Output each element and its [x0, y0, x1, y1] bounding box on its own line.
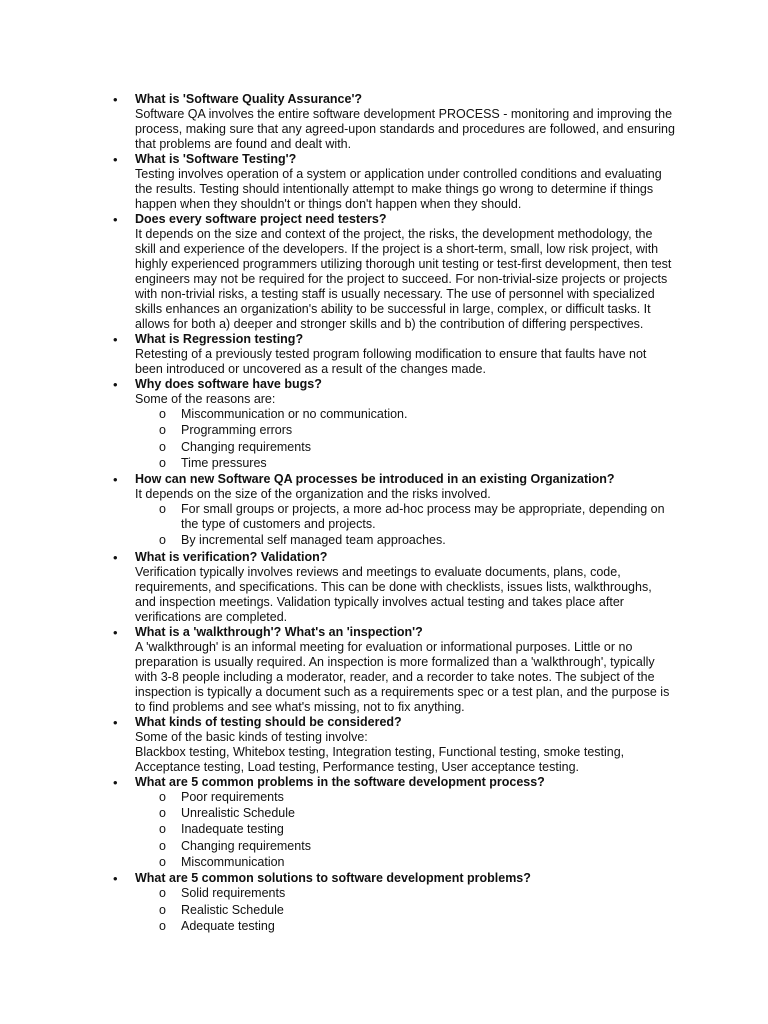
sub-bullet-icon: o: [159, 902, 166, 917]
answer-line: allows for both a) deeper and stronger skills and b) the contribution of differing perspectives.: [135, 317, 644, 331]
faq-answer: [135, 167, 680, 212]
sub-bullet-icon: o: [159, 407, 166, 421]
faq-question: What is Regression testing?: [135, 332, 304, 346]
faq-question: What are 5 common problems in the software development process?: [135, 774, 545, 789]
faq-answer: [135, 730, 680, 775]
sub-bullet-icon: o: [159, 455, 166, 470]
sub-item-text: Miscommunication: [181, 854, 285, 869]
answer-line: requirements, and specifications. This can be done with checklists, issues lists, walkthroughs,: [135, 579, 652, 594]
sub-item-text: By incremental self managed team approaches.: [181, 533, 446, 548]
sub-list-item: [159, 838, 680, 854]
sub-bullet-icon: o: [159, 502, 166, 517]
faq-question: What is 'Software Testing'?: [135, 152, 297, 166]
sub-item-text: Unrealistic Schedule: [181, 806, 295, 821]
sub-bullet-icon: o: [159, 854, 166, 869]
sub-item-text: Realistic Schedule: [181, 902, 284, 917]
sub-list: [135, 886, 680, 934]
faq-item: [113, 624, 680, 715]
answer-line: with non-trivial risks, a testing staff is usually necessary. The use of personnel with specialized: [135, 287, 655, 301]
faq-question: What is 'Software Quality Assurance'?: [135, 92, 363, 106]
sub-item-text: the type of customers and projects.: [181, 517, 376, 532]
sub-item-text: For small groups or projects, a more ad-hoc process may be appropriate, depending on: [181, 502, 665, 517]
answer-line: the results. Testing should intentionally attempt to make things go wrong to determine if things: [135, 182, 654, 196]
answer-line: Acceptance testing, Load testing, Performance testing, User acceptance testing.: [135, 759, 580, 774]
bullet-icon: •: [113, 714, 118, 730]
faq-item: [113, 871, 680, 934]
answer-line: verifications are completed.: [135, 609, 288, 624]
bullet-icon: •: [113, 377, 118, 392]
faq-answer: [135, 347, 680, 377]
sub-bullet-icon: o: [159, 439, 166, 454]
answer-line: engineers may not be required for the project to succeed. For non-trivial-size projects or projects: [135, 272, 668, 286]
faq-list: [113, 92, 680, 935]
sub-list-item: [159, 918, 680, 934]
answer-line: with 3-8 people including a moderator, reader, and a recorder to take notes. The subject of the: [135, 669, 655, 684]
faq-question: What is verification? Validation?: [135, 549, 328, 564]
faq-answer: [135, 227, 680, 332]
answer-line: process, making sure that any agreed-upon standards and procedures are followed, and ensuring: [135, 122, 675, 136]
faq-question: What kinds of testing should be considered?: [135, 714, 402, 729]
faq-answer: [135, 107, 680, 152]
answer-line: inspection is typically a document such as a requirements spec or a test plan, and the purpose is: [135, 684, 670, 699]
answer-line: preparation is usually required. An inspection is more formalized than a 'walkthrough', typically: [135, 654, 655, 669]
faq-item: [113, 332, 680, 377]
bullet-icon: •: [113, 871, 118, 887]
sub-item-text: Miscommunication or no communication.: [181, 407, 408, 421]
faq-item: [113, 212, 680, 332]
sub-bullet-icon: o: [159, 886, 166, 901]
sub-list: [135, 407, 680, 471]
sub-list-item: [159, 423, 680, 438]
sub-item-text: Time pressures: [181, 455, 267, 470]
faq-question: Does every software project need testers?: [135, 212, 387, 226]
answer-line: that problems are found and dealt with.: [135, 137, 352, 151]
answer-line: Testing involves operation of a system or application under controlled conditions and evaluating: [135, 167, 662, 181]
sub-item-text: Changing requirements: [181, 838, 311, 853]
faq-answer: [135, 392, 680, 407]
sub-list-item: [159, 789, 680, 805]
sub-list-item: [159, 902, 680, 918]
faq-question: What are 5 common solutions to software development problems?: [135, 871, 531, 886]
answer-line: A 'walkthrough' is an informal meeting for evaluation or informational purposes. Little or no: [135, 639, 633, 654]
sub-bullet-icon: o: [159, 822, 166, 837]
answer-line: Verification typically involves reviews and meetings to evaluate documents, plans, code,: [135, 564, 621, 579]
faq-item: [113, 714, 680, 775]
bullet-icon: •: [113, 332, 118, 347]
sub-bullet-icon: o: [159, 918, 166, 933]
sub-bullet-icon: o: [159, 533, 166, 548]
sub-list: [135, 502, 680, 548]
sub-item-text: Poor requirements: [181, 789, 284, 804]
bullet-icon: •: [113, 92, 118, 107]
answer-line: happen when they shouldn't or things don't happen when they should.: [135, 197, 522, 211]
faq-item: [113, 377, 680, 471]
answer-line: Retesting of a previously tested program following modification to ensure that faults have not: [135, 347, 647, 361]
sub-bullet-icon: o: [159, 789, 166, 804]
answer-line: skills enhances an organization's ability to be successful in large, complex, or difficult tasks. It: [135, 302, 651, 316]
faq-item: [113, 774, 680, 870]
sub-item-text: Adequate testing: [181, 918, 275, 933]
bullet-icon: •: [113, 152, 118, 167]
bullet-icon: •: [113, 624, 118, 640]
bullet-icon: •: [113, 472, 118, 488]
sub-list-item: [159, 455, 680, 471]
sub-list-item: [159, 822, 680, 837]
answer-line: been introduced or uncovered as a result of the changes made.: [135, 362, 486, 376]
answer-line: Software QA involves the entire software development PROCESS - monitoring and improving the: [135, 107, 673, 121]
sub-bullet-icon: o: [159, 806, 166, 821]
sub-item-text: Programming errors: [181, 423, 293, 438]
answer-line: highly experienced programmers utilizing thorough unit testing or test-first development, then test: [135, 257, 672, 271]
sub-list-item: [159, 439, 680, 455]
bullet-icon: •: [113, 774, 118, 790]
answer-line: to find problems and see what's missing, not to fix anything.: [135, 699, 465, 714]
sub-list: [135, 790, 680, 870]
faq-question: Why does software have bugs?: [135, 377, 322, 391]
answer-line: It depends on the size of the organization and the risks involved.: [135, 487, 491, 502]
sub-list-item: [159, 502, 680, 532]
faq-item: [113, 92, 680, 152]
faq-answer: [135, 487, 680, 502]
faq-item: [113, 549, 680, 625]
sub-list-item: [159, 854, 680, 870]
answer-line: Some of the reasons are:: [135, 392, 276, 406]
answer-line: It depends on the size and context of the project, the risks, the development methodology, the: [135, 227, 653, 241]
sub-item-text: Solid requirements: [181, 886, 286, 901]
sub-item-text: Changing requirements: [181, 439, 311, 454]
sub-bullet-icon: o: [159, 423, 166, 438]
sub-list-item: [159, 407, 680, 422]
answer-line: Some of the basic kinds of testing involve:: [135, 729, 368, 744]
bullet-icon: •: [113, 549, 118, 565]
bullet-icon: •: [113, 212, 118, 227]
faq-item: [113, 152, 680, 212]
sub-list-item: [159, 533, 680, 548]
sub-item-text: Inadequate testing: [181, 822, 284, 837]
sub-list-item: [159, 886, 680, 901]
answer-line: and inspection meetings. Validation typically involves actual testing and takes place after: [135, 594, 624, 609]
sub-list-item: [159, 806, 680, 821]
faq-question: What is a 'walkthrough'? What's an 'inspection'?: [135, 624, 423, 639]
faq-answer: [135, 640, 680, 715]
faq-item: [113, 472, 680, 548]
faq-answer: [135, 565, 680, 625]
answer-line: Blackbox testing, Whitebox testing, Integration testing, Functional testing, smoke testing,: [135, 744, 625, 759]
answer-line: skill and experience of the developers. If the project is a short-term, small, low risk project, with: [135, 242, 659, 256]
faq-question: How can new Software QA processes be introduced in an existing Organization?: [135, 472, 615, 487]
sub-bullet-icon: o: [159, 838, 166, 853]
